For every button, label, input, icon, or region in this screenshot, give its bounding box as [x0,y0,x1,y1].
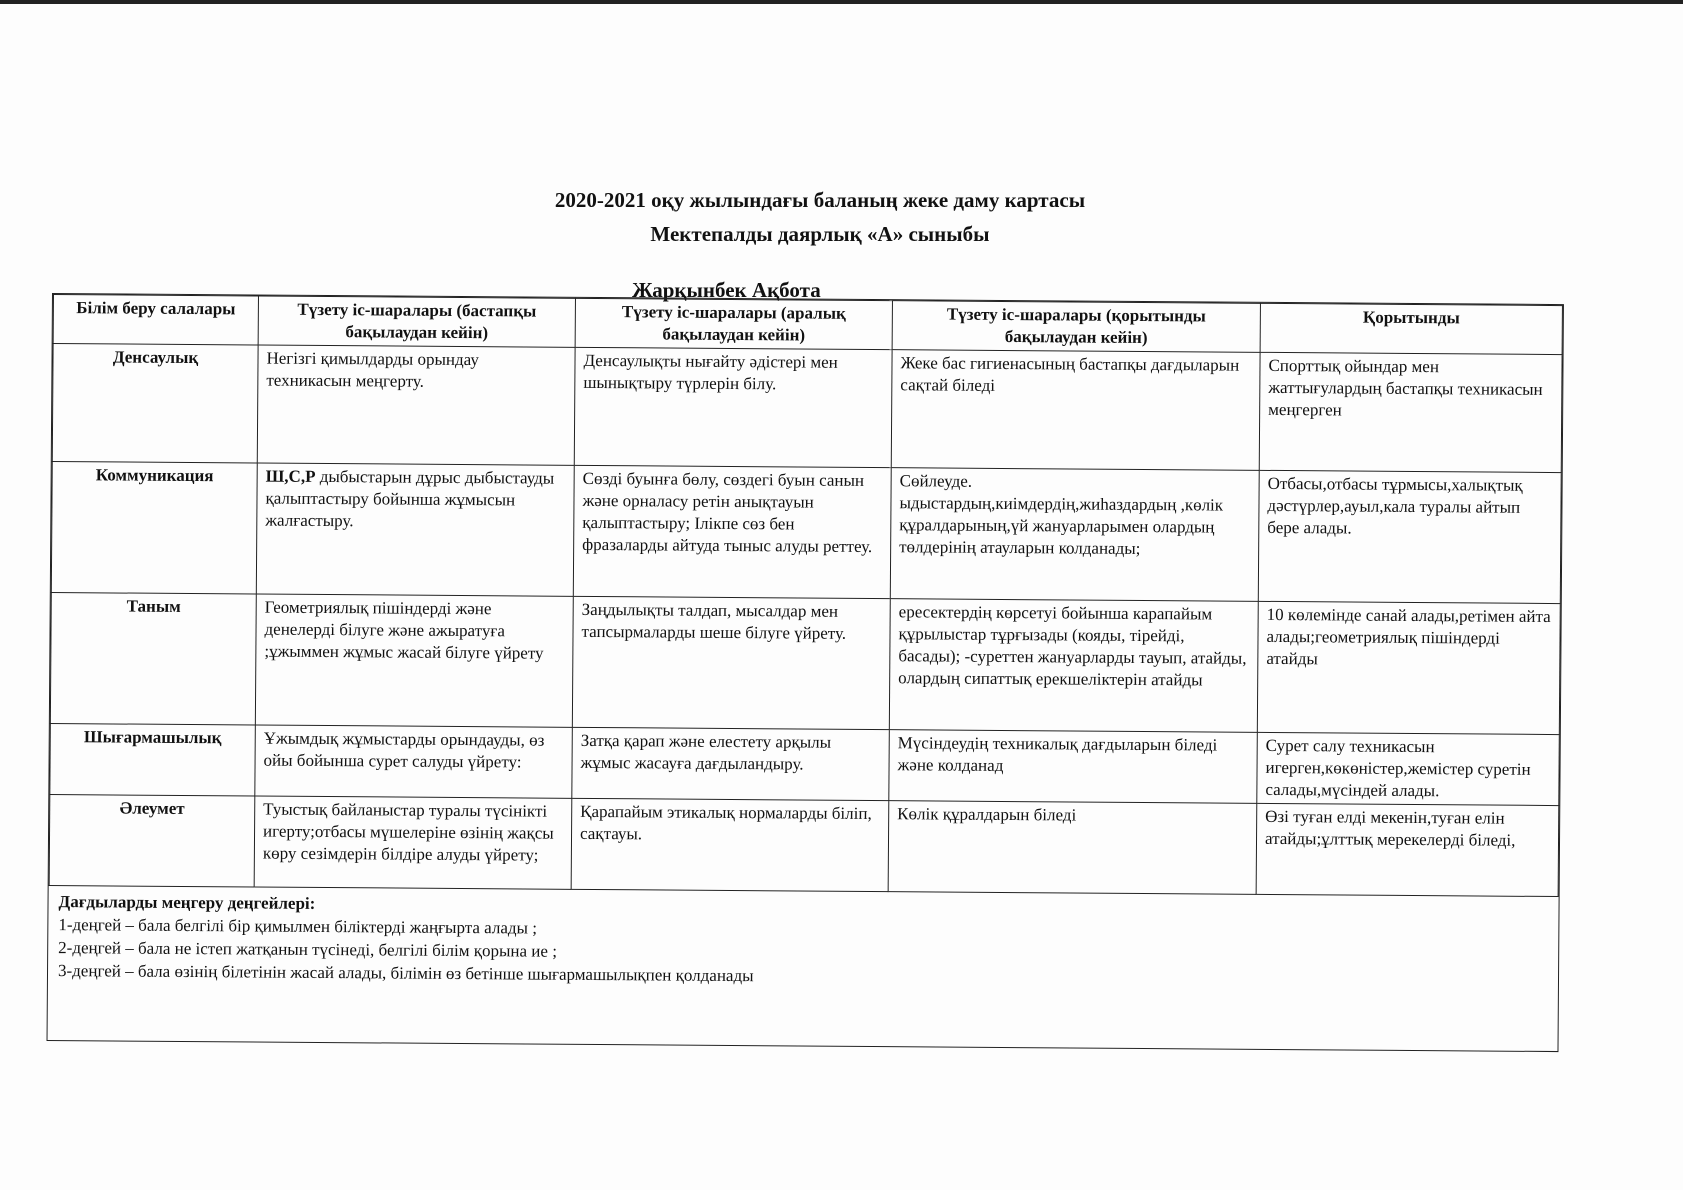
table-row [49,794,1559,896]
interim-cell: Қарапайым этикалық нормаларды біліп, сақтауы. [571,798,889,891]
skill-levels [48,886,1559,997]
final-cell: Жеке бас гигиенасының бастапқы дағдыларын сақтай біледі [891,350,1260,471]
conclusion-cell: Сурет салу техникасын игерген,көкөністер,жемістер суретін салады,мүсіндей алады. [1257,732,1560,805]
sounds-bold: Ш,С,Р [265,466,316,486]
scan-top-edge [0,0,1683,4]
initial-text: дыбыстарын дұрыс дыбыстауды қалыптастыру бойынша жұмысын жалғастыру. [265,466,555,531]
initial-cell: Туыстық байланыстар туралы түсінікті игерту;отбасы мүшелеріне өзінің жақсы көру сезімдерін білдіре алуды үйрету; [254,796,572,889]
table-row [52,344,1562,473]
final-cell: Мүсіндеудің техникалық дағдыларын біледі және колданад [889,730,1258,804]
final-cell: ересектердің көрсетуі бойынша карапайым құрылыстар тұрғызады (кояды, тірейді, басады); -суреттен жануарларды тауып, атайды, олардың сипаттық ерекшеліктерін атайды [889,599,1258,733]
area-cell: Шығармашылық [50,723,256,796]
development-table [49,294,1563,897]
table-row [50,593,1560,735]
level-item: 3-деңгей – бала өзінің білетінін жасай алады, білімін өз бетінше шығармашылықпен қолданады [57,961,754,986]
initial-cell: Ұжымдық жұмыстарды орындауды, өз ойы бойынша сурет салуды үйрету: [255,725,573,798]
student-name: Жарқынбек Ақбота [632,278,821,302]
conclusion-cell: Өзі туған елді мекенін,туған елін атайды;ұлттық мерекелерді біледі, [1256,803,1559,896]
development-card [47,293,1564,1052]
initial-cell: Негізгі қимылдарды орындау техникасын меңгерту. [257,345,575,465]
header-conclusion: Қорытынды [1260,303,1562,354]
level-item: 2-деңгей – бала не істеп жатқанын түсінеді, белгілі білім қорына ие ; [58,938,558,961]
header-initial: Түзету іс-шаралары (бастапқы бақылаудан кейін) [258,296,575,347]
table-row [50,723,1559,805]
table-row [51,462,1561,604]
area-cell: Таным [50,593,256,725]
header-interim: Түзету іс-шаралары (аралық бақылаудан кейін) [575,298,892,349]
conclusion-cell: 10 көлемінде санай алады,ретімен айта алады;геометриялық пішіндерді атайды [1257,601,1560,734]
final-cell: Көлік құралдарын біледі [888,801,1257,895]
initial-cell: Геометриялық пішіндерді және денелерді білуге және ажыратуға ;ұжыммен жұмыс жасай білуге үйрету [255,594,573,727]
header-area: Білім беру салалары [53,295,258,346]
header-final: Түзету іс-шаралары (қорытынды бақылаудан кейін) [892,301,1260,353]
conclusion-cell: Спорттық ойындар мен жаттығулардың бастапқы техникасын меңгерген [1259,352,1562,472]
interim-cell: Затқа қарап және елестету арқылы жұмыс жасауға дағдыландыру. [572,727,890,800]
document-title: 2020-2021 оқу жылындағы баланың жеке даму картасы [554,188,1086,212]
interim-cell: Заңдылықты талдап, мысалдар мен тапсырмаларды шеше білуге үйрету. [572,596,890,729]
levels-heading: Дағдыларды меңгеру деңгейлері: [58,892,316,913]
interim-cell: Денсаулықты нығайту әдістері мен шынықтыру түрлерін білу. [574,347,892,467]
level-item: 1-деңгей – бала белгілі бір қимылмен біліктерді жаңғырта алады ; [58,915,538,938]
area-cell: Денсаулық [52,344,258,463]
document-subtitle: Мектепалды даярлық «А» сыныбы [650,222,990,246]
initial-cell [256,463,574,596]
conclusion-cell: Отбасы,отбасы тұрмысы,халықтық дәстүрлер,ауыл,кала туралы айтып бере алады. [1258,470,1561,603]
interim-cell: Сөзді буынға бөлу, сөздегі буын санын және орналасу ретін анықтауын қалыптастыру; Ілікпе сөз бен фразаларды айтуда тыныс алуды реттеу. [573,465,891,598]
area-cell: Әлеумет [49,794,255,887]
final-cell: Сөйлеуде. ыдыстардың,киімдердің,жиһаздардың ,көлік құралдарының,үй жануарларымен олардың төлдерінің атауларын колданады; [890,468,1259,602]
area-cell: Коммуникация [51,462,257,594]
